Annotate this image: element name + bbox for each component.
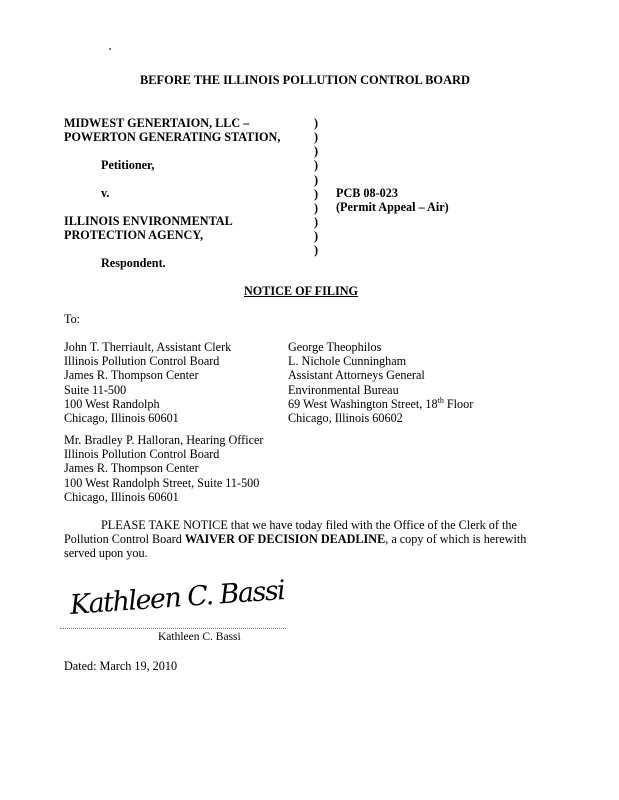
recipient-street: 69 West Washington Street, 18th Floor (288, 395, 474, 411)
petitioner-name: MIDWEST GENERTAION, LLC – POWERTON GENERATING STATION, (64, 116, 281, 145)
case-type: (Permit Appeal – Air) (336, 200, 449, 214)
to-label: To: (64, 312, 81, 326)
respondent-name: ILLINOIS ENVIRONMENTAL PROTECTION AGENCY, (64, 214, 233, 243)
caption-parentheses: ) ) ) ) ) ) ) ) ) ) (314, 116, 319, 258)
notice-title: NOTICE OF FILING (244, 284, 358, 298)
recipient-hearing-officer: Mr. Bradley P. Halloran, Hearing Officer Illinois Pollution Control Board James R. Thompson Center 100 West Randolph Street, Suite 11-500 Chicago, Illinois 60601 (64, 433, 264, 504)
case-number: PCB 08-023 (336, 186, 398, 200)
versus-label: v. (101, 186, 110, 200)
handwritten-signature: Kathleen C. Bassi (68, 575, 286, 621)
signer-name: Kathleen C. Bassi (158, 631, 241, 643)
dated-line: Dated: March 19, 2010 (64, 659, 178, 673)
notice-body: PLEASE TAKE NOTICE that we have today filed with the Office of the Clerk of the Pollution Control Board WAIVER OF DECISION DEADLINE, a copy of which is herewith served upon you. (64, 518, 527, 561)
recipient-attorneys: George Theophilos L. Nichole Cunningham Assistant Attorneys General Environmental Bureau 69 West Washington Street, 18th Floor Chicago, Illinois 60602 (288, 340, 474, 426)
respondent-role: Respondent. (101, 256, 166, 270)
recipient-clerk: John T. Therriault, Assistant Clerk Illinois Pollution Control Board James R. Thompson Center Suite 11-500 100 West Randolph Chicago, Illinois 60601 (64, 340, 232, 426)
signature-line (60, 628, 286, 629)
board-heading: BEFORE THE ILLINOIS POLLUTION CONTROL BOARD (140, 73, 470, 87)
petitioner-role: Petitioner, (101, 158, 155, 172)
scan-speck (109, 48, 111, 50)
